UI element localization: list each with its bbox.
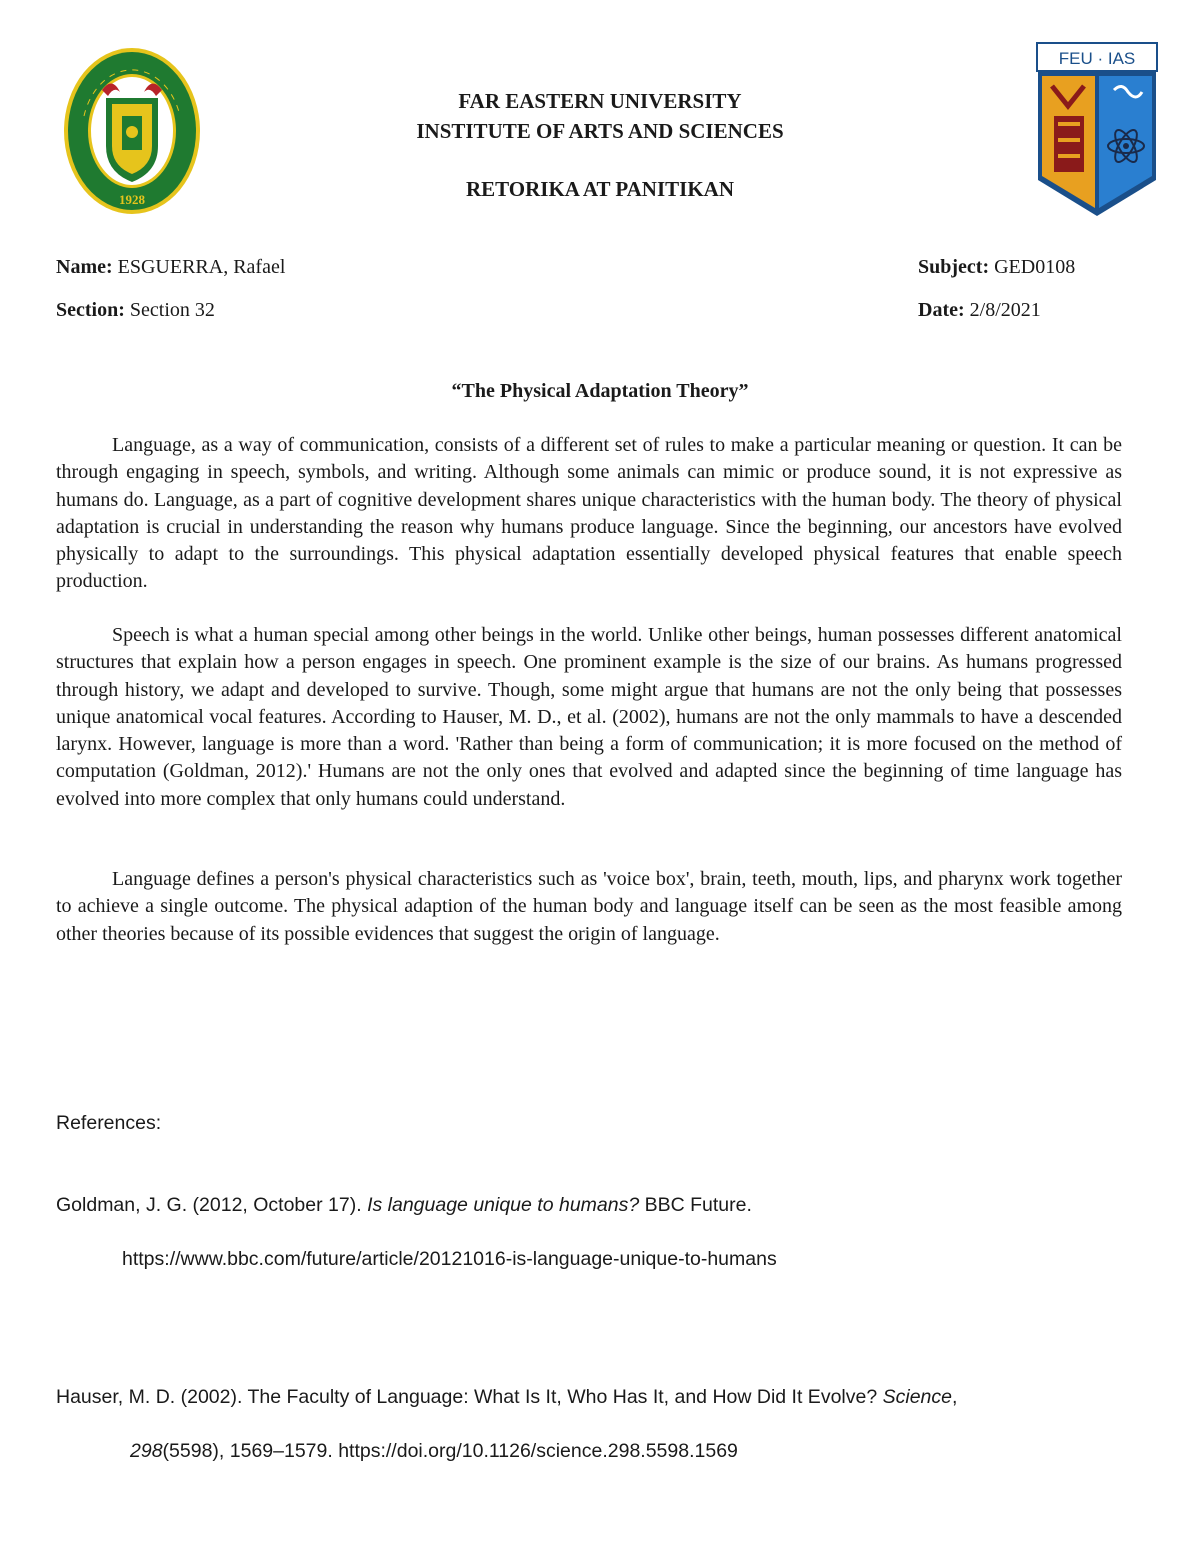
name-value: ESGUERRA, Rafael xyxy=(117,256,286,278)
paragraph-3: Language defines a person's physical characteristics such as 'voice box', brain, teeth, mouth, lips, and pharynx work together to achieve a single outcome. The physical adaption of the human body and language itself can be seen as the most feasible among other theories because of its possible evidences that suggest the origin of language. xyxy=(56,868,1122,945)
name-label: Name: xyxy=(56,256,113,278)
ref2-pages-doi: (5598), 1569–1579. https://doi.org/10.1126/science.298.5598.1569 xyxy=(162,1440,738,1462)
reference-goldman xyxy=(56,1192,1136,1218)
ref2-volume: 298 xyxy=(130,1440,163,1462)
ref2-comma: , xyxy=(951,1386,958,1408)
ref1-publisher: BBC Future. xyxy=(639,1194,752,1216)
section-field xyxy=(56,297,215,323)
ref1-title: Is language unique to humans? xyxy=(367,1194,640,1216)
paragraph-2: Speech is what a human special among other beings in the world. Unlike other beings, human possesses different anatomical structures that explain how a person engages in speech. One prominent example is the size of our brains. As humans progressed through history, we adapt and developed to survive. Though, some might argue that humans are not the only being that possesses unique anatomical vocal features. According to Hauser, M. D., et al. (2002), humans are not the only mammals to have a descended larynx. However, language is more than a word. 'Rather than being a form of communication; it is more focused on the method of computation (Goldman, 2012).' Humans are not the only ones that evolved and adapted since the beginning of time language has evolved into more complex that only humans could understand. xyxy=(56,624,1122,810)
date-label: Date: xyxy=(918,299,965,321)
date-value: 2/8/2021 xyxy=(969,299,1041,321)
ref2-journal: Science xyxy=(882,1386,952,1408)
essay-title: “The Physical Adaptation Theory” xyxy=(451,380,749,402)
feu-ias-logo xyxy=(1036,42,1158,218)
subject-value: GED0108 xyxy=(994,256,1076,278)
subject-label: Subject: xyxy=(918,256,990,278)
course-name: RETORIKA AT PANITIKAN xyxy=(465,177,734,201)
subject-field xyxy=(918,254,1075,280)
date-field xyxy=(918,297,1041,323)
ref1-url-link[interactable]: https://www.bbc.com/future/article/20121016-is-language-unique-to-humans xyxy=(122,1248,777,1270)
institute-name: INSTITUTE OF ARTS AND SCIENCES xyxy=(416,119,784,143)
ref2-citation xyxy=(130,1438,738,1464)
reference-hauser xyxy=(56,1384,1136,1410)
seal-year: 1928 xyxy=(119,192,145,207)
ias-label: FEU · IAS xyxy=(1058,49,1136,68)
section-label: Section: xyxy=(56,299,125,321)
section-value: Section 32 xyxy=(129,299,215,321)
ref1-authors: Goldman, J. G. (2012, October 17). xyxy=(56,1194,368,1216)
ref2-authors-title: Hauser, M. D. (2002). The Faculty of Language: What Is It, Who Has It, and How Did It Evolve? xyxy=(56,1386,883,1408)
name-field xyxy=(56,254,285,280)
university-name: FAR EASTERN UNIVERSITY xyxy=(458,89,742,113)
paragraph-1: Language, as a way of communication, consists of a different set of rules to make a particular meaning or question. It can be through engaging in speech, symbols, and writing. Although some animals can mimic or produce sound, it is not expressive as humans do. Language, as a part of cognitive development shares unique characteristics with the human body. The theory of physical adaptation is crucial in understanding the reason why humans produce language. Since the beginning, our ancestors have evolved physically to adapt to the surroundings. This physical adaptation essentially developed physical features that enable speech production. xyxy=(56,434,1122,593)
feu-seal-logo xyxy=(62,46,202,216)
references-heading: References: xyxy=(56,1112,162,1134)
